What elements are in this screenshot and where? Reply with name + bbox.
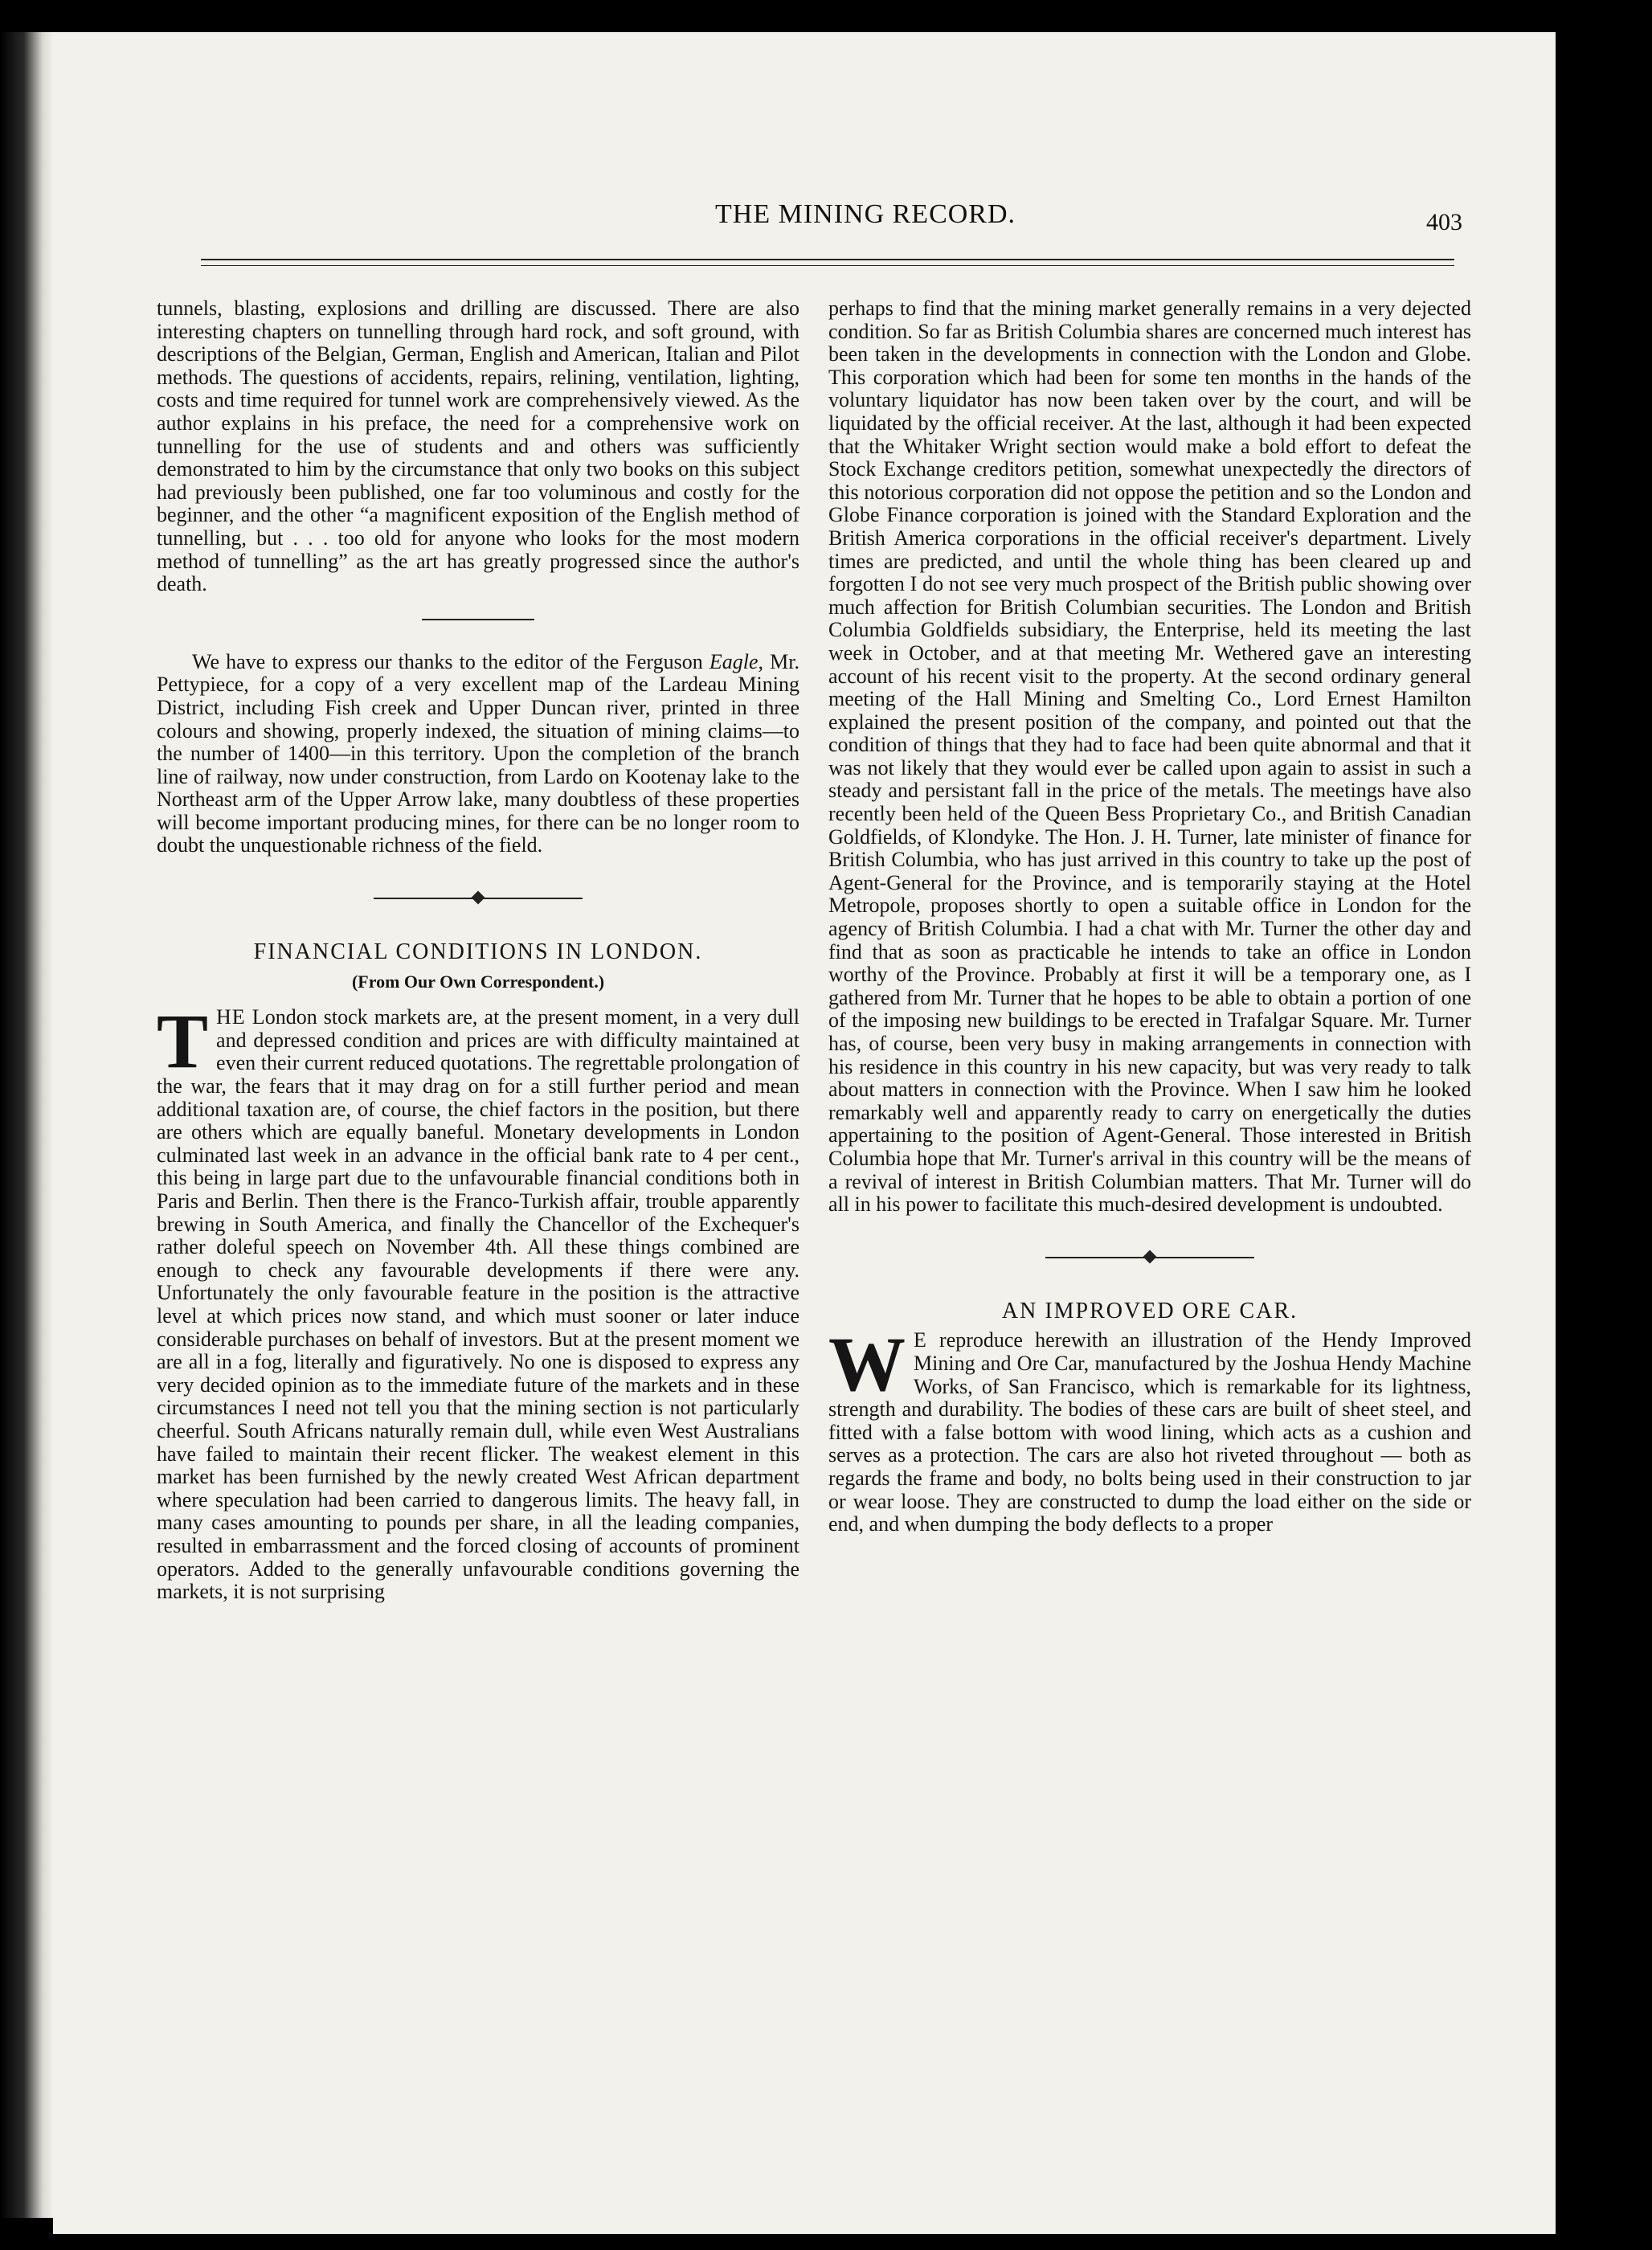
first-word: HE: [216, 1005, 246, 1029]
page-number: 403: [1426, 209, 1462, 235]
eagle-title: Eagle,: [709, 649, 764, 673]
header-rule: [201, 259, 1454, 260]
section-separator: [1045, 1247, 1254, 1268]
map-thanks-paragraph: [157, 651, 799, 857]
header-rule-thin: [201, 265, 1454, 266]
drop-cap-w: W: [828, 1321, 906, 1408]
first-word: E: [914, 1328, 927, 1352]
section-separator: [374, 888, 583, 909]
ore-car-body: reproduce herewith an illustration of the Hendy Improved Mining and Ore Car, manufactured by the Joshua Hendy Machine Works, of San Francisco, which is remarkable for its lightness, strength and durability. The bodies of these cars are built of sheet steel, and fitted with a false bottom with wood lining, which acts as a cushion and serves as a protection. The cars are also hot riveted throughout — both as regards the frame and body, no bolts being used in their construction to jar or wear loose. They are constructed to dump the load either on the side or end, and when dumping the body deflects to a proper: [828, 1328, 1471, 1536]
diamond-ornament-icon: [1143, 1250, 1157, 1263]
diamond-ornament-icon: [472, 891, 485, 905]
tunnelling-review-paragraph: tunnels, blasting, explosions and drilling are discussed. There are also interesting chapters on tunnelling through hard rock, and soft ground, with descriptions of the Belgian, German, English and American, Italian and Pilot methods. The questions of accidents, repairs, relining, ventilation, lighting, costs and time required for tunnel work are comprehensively viewed. As the author explains in his preface, the need for a comprehensive work on tunnelling for the use of students and and others was sufficiently demonstrated to him by the circumstance that only two books on this subject had previously been published, one far too voluminous and costly for the beginner, and the other “a magnificent exposition of the English method of tunnelling, but . . . too old for anyone who looks for the most modern method of tunnelling” as the art has greatly progressed since the author's death.: [157, 297, 799, 596]
ore-car-article-text: [828, 1321, 1471, 1536]
running-header: [201, 199, 1478, 248]
page-binding-edge: [0, 32, 53, 2218]
left-column: [157, 297, 799, 2202]
ore-car-section-title: AN IMPROVED ORE CAR.: [1001, 1298, 1298, 1323]
financial-body: London stock markets are, at the present moment, in a very dull and depressed condition and prices are with difficulty maintained at even their current reduced quotations. The regrettable prolongation of the war, the fears that it may drag on for a still further period and mean additional taxation are, of course, the chief factors in the position, but there are others which are equally baneful. Monetary developments in London culminated last week in an advance in the official bank rate to 4 per cent., this being in large part due to the unfavourable financial conditions both in Paris and Berlin. Then there is the Franco-Turkish affair, trouble apparently brewing in South America, and finally the Chancellor of the Exchequer's rather doleful speech on November 4th. All these things combined are enough to check any favourable developments if there were any. Unfortunately the only favourable feature in the position is the attractive level at which prices now stand, and which must sooner or later induce considerable purchases on behalf of investors. But at the present moment we are all in a fog, literally and figuratively. No one is disposed to express any very decided opinion as to the immediate future of the markets and in these circumstances I need not tell you that the mining section is not particularly cheerful. South Africans naturally remain dull, while even West Australians have failed to maintain their recent flicker. The weakest element in this market has been furnished by the newly created West African department where speculation had been carried to dangerous limits. The heavy fall, in many cases amounting to pounds per share, in all the leading companies, resulted in embarrassment and the forced closing of accounts of prominent operators. Added to the generally unfavourable conditions governing the markets, it is not surprising: [157, 1005, 799, 1604]
financial-section-subtitle: (From Our Own Correspondent.): [351, 971, 605, 992]
map-paragraph-rest: Mr. Pettypiece, for a copy of a very excellent map of the Lardeau Mining District, including Fish creek and Upper Duncan river, printed in three colours and showing, properly indexed, the situation of mining claims—to the number of 1400—in this territory. Upon the completion of the branch line of railway, now under construction, from Lardo on Kootenay lake to the Northeast arm of the Upper Arrow lake, many doubtless of these properties will become important producing mines, for there can be no longer room to doubt the unquestionable richness of the field.: [157, 649, 799, 857]
financial-article-continued: perhaps to find that the mining market generally remains in a very dejected condition. So far as British Columbia shares are concerned much interest has been taken in the developments in connection with the London and Globe. This corporation which had been for some ten months in the hands of the voluntary liquidator has now been taken over by the court, and will be liquidated by the official receiver. At the last, although it had been expected that the Whitaker Wright section would make a bold effort to defeat the Stock Exchange creditors petition, somewhat unexpectedly the directors of this notorious corporation did not oppose the petition and so the London and Globe Finance corporation is joined with the Standard Exploration and the British America corporations in the official receiver's department. Lively times are predicted, and until the whole thing has been cleared up and forgotten I do not see very much prospect of the British public showing over much affection for British Columbian securities. The London and British Columbia Goldfields subsidiary, the Enterprise, held its meeting the last week in October, and at that meeting Mr. Wethered gave an interesting account of his recent visit to the property. At the second ordinary general meeting of the Hall Mining and Smelting Co., Lord Ernest Hamilton explained the present position of the company, and pointed out that the condition of things that they had to face had been quite abnormal and that it was not likely that they would ever be called upon again to assist in such a steady and persistant fall in the price of the metals. The meetings have also recently been held of the Queen Bess Proprietary Co., and British Canadian Goldfields, of Klondyke. The Hon. J. H. Turner, late minister of finance for British Columbia, who has just arrived in this country to take up the post of Agent-General for the Province, and is temporarily staying at the Hotel Metropole, proposes shortly to open a suitable office in London for the agency of British Columbia. I had a chat with Mr. Turner the other day and find that as soon as practicable he intends to take an office in London worthy of the Province. Probably at first it will be a temporary one, as I gathered from Mr. Turner that he hopes to be able to obtain a portion of one of the imposing new buildings to be erected in Trafalgar Square. Mr. Turner has, of course, been very busy in making arrangements in connection with his residence in this country in his new capacity, but was very ready to talk about matters in connection with the Province. When I saw him he looked remarkably well and apparently ready to carry on energetically the duties appertaining to the position of Agent-General. Those interested in British Columbia hope that Mr. Turner's arrival in this country will be the means of a revival of interest in British Columbian matters. That Mr. Turner will do all in his power to facilitate this much-desired development is undoubted.: [828, 297, 1471, 1217]
financial-article-text: [157, 998, 799, 1604]
financial-section-title: FINANCIAL CONDITIONS IN LONDON.: [253, 939, 703, 965]
map-paragraph-start: We have to express our thanks to the editor of the Ferguson: [192, 649, 709, 673]
right-column: [828, 297, 1471, 2202]
drop-cap-t: T: [157, 998, 209, 1085]
short-separator: [422, 619, 534, 620]
journal-title: THE MINING RECORD.: [715, 199, 1016, 229]
